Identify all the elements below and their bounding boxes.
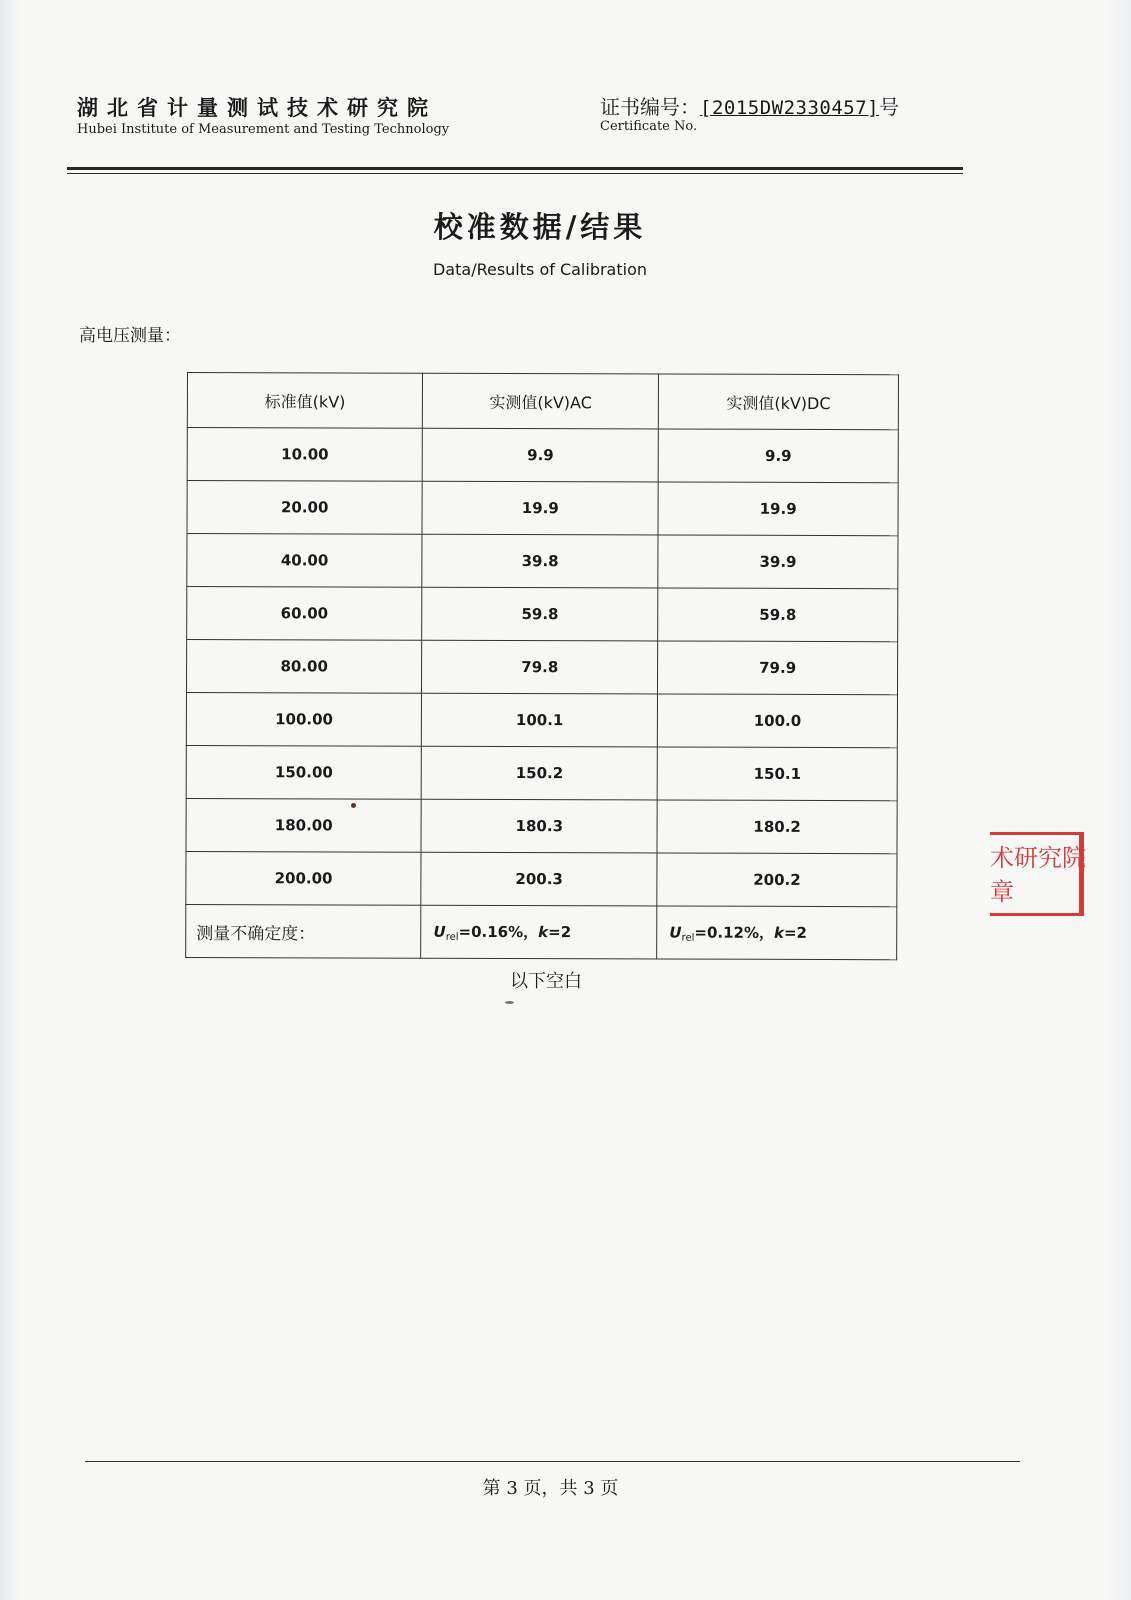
measured-dc-cell: 180.2 <box>657 800 897 854</box>
header-divider-thick <box>67 167 963 170</box>
certificate-label-en: Certificate No. <box>600 119 698 134</box>
ink-speck <box>505 1001 514 1004</box>
standard-value-cell: 100.00 <box>186 693 421 747</box>
uncertainty-dc-value: =0.12%， <box>694 923 775 942</box>
standard-value-cell: 80.00 <box>186 640 421 694</box>
header-divider-thin <box>67 173 963 174</box>
page-title-en: Data/Results of Calibration <box>432 260 647 279</box>
calibration-table <box>185 372 899 960</box>
uncertainty-subscript: rel <box>445 931 459 943</box>
table-row <box>187 534 898 589</box>
footer-divider <box>85 1461 1020 1462</box>
measured-ac-cell: 59.8 <box>422 587 658 641</box>
certificate-number: [2015DW2330457] <box>700 97 880 119</box>
page-number: 第 3 页，共 3 页 <box>482 1478 619 1499</box>
coverage-factor-value: =2 <box>548 923 572 942</box>
standard-value-cell: 200.00 <box>186 851 421 905</box>
measured-dc-cell: 9.9 <box>658 429 898 483</box>
header-measured-dc: 实测值(kV)DC <box>658 374 898 430</box>
table-row <box>186 851 897 906</box>
measured-dc-cell: 150.1 <box>657 747 897 801</box>
measured-ac-cell: 19.9 <box>422 481 658 535</box>
certificate-number-line <box>600 91 899 120</box>
header-measured-ac: 实测值(kV)AC <box>423 373 659 429</box>
standard-value-cell: 20.00 <box>187 481 422 535</box>
measured-ac-cell: 180.3 <box>421 799 657 853</box>
standard-value-cell: 10.00 <box>187 428 422 482</box>
measured-dc-cell: 39.9 <box>658 535 898 589</box>
uncertainty-symbol: U <box>433 922 446 941</box>
blank-below-note: 以下空白 <box>510 971 582 992</box>
measured-dc-cell: 59.8 <box>658 588 898 642</box>
standard-value-cell: 180.00 <box>186 798 421 852</box>
scan-edge-right <box>1105 0 1131 1600</box>
table-header-row <box>187 373 898 430</box>
institute-name-cn: 湖北省计量测试技术研究院 <box>77 96 437 120</box>
ink-speck <box>351 803 356 808</box>
table-row <box>186 798 897 853</box>
uncertainty-ac <box>421 905 657 959</box>
certificate-suffix: 号 <box>879 95 900 119</box>
measured-ac-cell: 39.8 <box>422 534 658 588</box>
standard-value-cell: 60.00 <box>187 587 422 641</box>
table-row <box>186 745 897 800</box>
stamp-line-2: 章 <box>990 878 1014 906</box>
standard-value-cell: 40.00 <box>187 534 422 588</box>
table-row <box>187 428 898 483</box>
institute-name-en: Hubei Institute of Measurement and Testing Technology <box>77 122 450 137</box>
page-title-cn: 校准数据/结果 <box>433 210 647 244</box>
stamp-line-1: 术研究院 <box>990 844 1086 872</box>
measured-dc-cell: 100.0 <box>657 694 897 748</box>
official-seal-stamp <box>990 832 1084 916</box>
measured-ac-cell: 150.2 <box>421 746 657 800</box>
measured-ac-cell: 200.3 <box>421 852 657 906</box>
certificate-label-cn: 证书编号： <box>600 95 700 119</box>
uncertainty-subscript: rel <box>681 932 695 944</box>
coverage-factor-value: =2 <box>783 923 808 942</box>
table-row <box>187 481 898 536</box>
table-row <box>186 640 897 695</box>
uncertainty-label: 测量不确定度： <box>186 904 421 958</box>
measured-dc-cell: 200.2 <box>657 853 897 907</box>
standard-value-cell: 150.00 <box>186 745 421 799</box>
header-standard-value: 标准值(kV) <box>187 373 422 429</box>
uncertainty-symbol: U <box>669 923 682 942</box>
measured-ac-cell: 100.1 <box>422 693 658 747</box>
coverage-factor-symbol: k <box>538 923 549 942</box>
uncertainty-ac-value: =0.16%， <box>458 922 539 942</box>
measured-ac-cell: 79.8 <box>422 640 658 694</box>
measured-ac-cell: 9.9 <box>422 428 658 482</box>
measured-dc-cell: 79.9 <box>658 641 898 695</box>
table-row <box>186 693 897 748</box>
uncertainty-row <box>186 904 897 959</box>
coverage-factor-symbol: k <box>773 923 785 942</box>
measured-dc-cell: 19.9 <box>658 482 898 536</box>
section-label: 高电压测量： <box>79 326 181 346</box>
uncertainty-dc <box>657 906 897 960</box>
table-row <box>187 587 898 642</box>
